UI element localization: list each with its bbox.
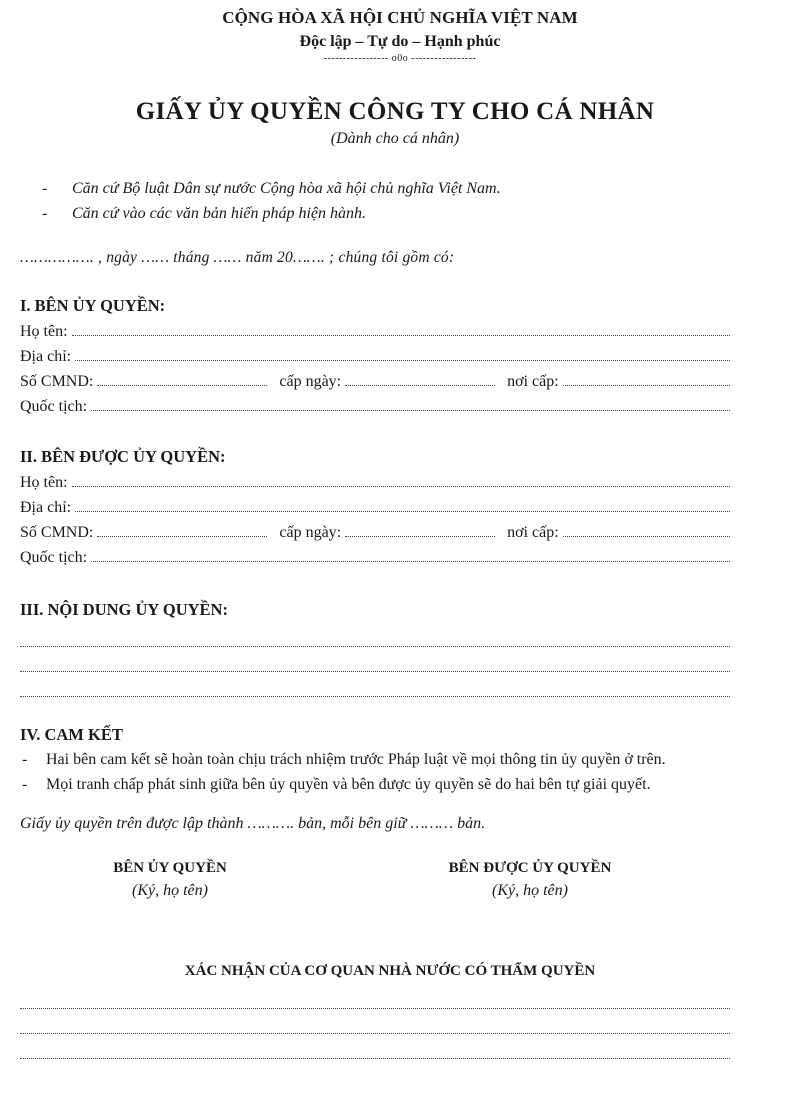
legal-basis-item <box>42 201 730 226</box>
authorized-name-field[interactable] <box>20 469 730 494</box>
authorized-id-row <box>20 519 730 544</box>
field-label: nơi cấp: <box>507 373 559 390</box>
commitment-item <box>20 747 730 772</box>
section-authorizer <box>20 293 730 418</box>
field-label: Họ tên: <box>20 474 68 491</box>
field-label: Địa chỉ: <box>20 348 72 365</box>
field-label: cấp ngày: <box>279 373 342 390</box>
document-subtitle: (Dành cho cá nhân) <box>330 130 460 147</box>
section-title: IV. CAM KẾT <box>20 725 123 744</box>
fill-in-blank[interactable] <box>91 544 730 562</box>
bullet-dash: - <box>42 205 48 222</box>
fill-in-blank[interactable] <box>75 494 730 512</box>
content-blank-line[interactable] <box>20 672 730 697</box>
section-commitment <box>20 722 730 797</box>
signature-title: BÊN ĐƯỢC ỦY QUYỀN <box>448 860 612 876</box>
fill-in-blank[interactable] <box>72 469 730 487</box>
copies-line: Giấy ủy quyền trên được lập thành ………. bản, mỗi bên giữ ……… bản. <box>20 815 486 832</box>
content-blank-line[interactable] <box>20 647 730 672</box>
authorizer-nationality-field[interactable] <box>20 393 730 418</box>
confirmation-blank-line[interactable] <box>20 1009 730 1034</box>
legal-bases <box>20 176 730 226</box>
authorized-address-field[interactable] <box>20 494 730 519</box>
bullet-dash: - <box>22 776 28 793</box>
section-content <box>20 597 730 697</box>
legal-basis-item <box>42 176 730 201</box>
fill-in-blank[interactable] <box>91 393 730 411</box>
bullet-dash: - <box>22 751 28 768</box>
authorizer-id-row <box>20 368 730 393</box>
authorizer-signature <box>20 857 320 903</box>
field-label: cấp ngày: <box>279 524 342 541</box>
id-number-blank[interactable] <box>97 368 267 386</box>
bullet-dash: - <box>42 180 48 197</box>
field-label: Số CMND: <box>20 373 94 390</box>
confirmation-blank-line[interactable] <box>20 1034 730 1059</box>
issue-date-blank[interactable] <box>345 368 495 386</box>
issue-place-blank[interactable] <box>563 368 730 386</box>
document-title: GIẤY ỦY QUYỀN CÔNG TY CHO CÁ NHÂN <box>135 98 655 125</box>
confirmation-lines <box>20 984 730 1059</box>
commitment-text: Mọi tranh chấp phát sinh giữa bên ủy quyền và bên được ủy quyền sẽ do hai bên tự giải quyết. <box>46 776 651 793</box>
section-title: III. NỘI DUNG ỦY QUYỀN: <box>20 600 228 619</box>
authorization-letter-page <box>0 8 800 1113</box>
authority-confirmation-title: XÁC NHẬN CỦA CƠ QUAN NHÀ NƯỚC CÓ THẨM QUYỀN <box>184 963 596 979</box>
authorizer-address-field[interactable] <box>20 343 730 368</box>
section-title: II. BÊN ĐƯỢC ỦY QUYỀN: <box>20 447 226 466</box>
date-place-line: ……………. , ngày …… tháng …… năm 20……. ; chúng tôi gồm có: <box>20 249 455 266</box>
signature-note: (Ký, họ tên) <box>492 882 568 899</box>
signature-note: (Ký, họ tên) <box>132 882 208 899</box>
national-motto: Độc lập – Tự do – Hạnh phúc <box>299 33 501 50</box>
content-blank-line[interactable] <box>20 622 730 647</box>
commitment-item <box>20 772 730 797</box>
signature-title: BÊN ỦY QUYỀN <box>113 860 227 876</box>
authorizer-name-field[interactable] <box>20 318 730 343</box>
confirmation-blank-line[interactable] <box>20 984 730 1009</box>
commitment-text: Hai bên cam kết sẽ hoàn toàn chịu trách nhiệm trước Pháp luật về mọi thông tin ủy quyền ở trên. <box>46 751 666 768</box>
field-label: Địa chỉ: <box>20 499 72 516</box>
legal-basis-text: Căn cứ Bộ luật Dân sự nước Cộng hòa xã hội chủ nghĩa Việt Nam. <box>72 180 501 197</box>
field-label: Họ tên: <box>20 323 68 340</box>
fill-in-blank[interactable] <box>75 343 730 361</box>
section-title: I. BÊN ỦY QUYỀN: <box>20 296 166 315</box>
id-number-blank[interactable] <box>97 519 267 537</box>
signature-block <box>20 857 730 903</box>
country-name: CỘNG HÒA XÃ HỘI CHỦ NGHĨA VIỆT NAM <box>222 8 578 27</box>
legal-basis-text: Căn cứ vào các văn bản hiến pháp hiện hành. <box>72 205 366 222</box>
field-label: Quốc tịch: <box>20 549 88 566</box>
field-label: Quốc tịch: <box>20 398 88 415</box>
authorized-nationality-field[interactable] <box>20 544 730 569</box>
issue-place-blank[interactable] <box>563 519 730 537</box>
field-label: nơi cấp: <box>507 524 559 541</box>
field-label: Số CMND: <box>20 524 94 541</box>
section-authorized <box>20 444 730 569</box>
issue-date-blank[interactable] <box>345 519 495 537</box>
header-divider: ----------------- o0o ----------------- <box>323 53 477 64</box>
authorized-signature <box>380 857 680 903</box>
fill-in-blank[interactable] <box>72 318 730 336</box>
